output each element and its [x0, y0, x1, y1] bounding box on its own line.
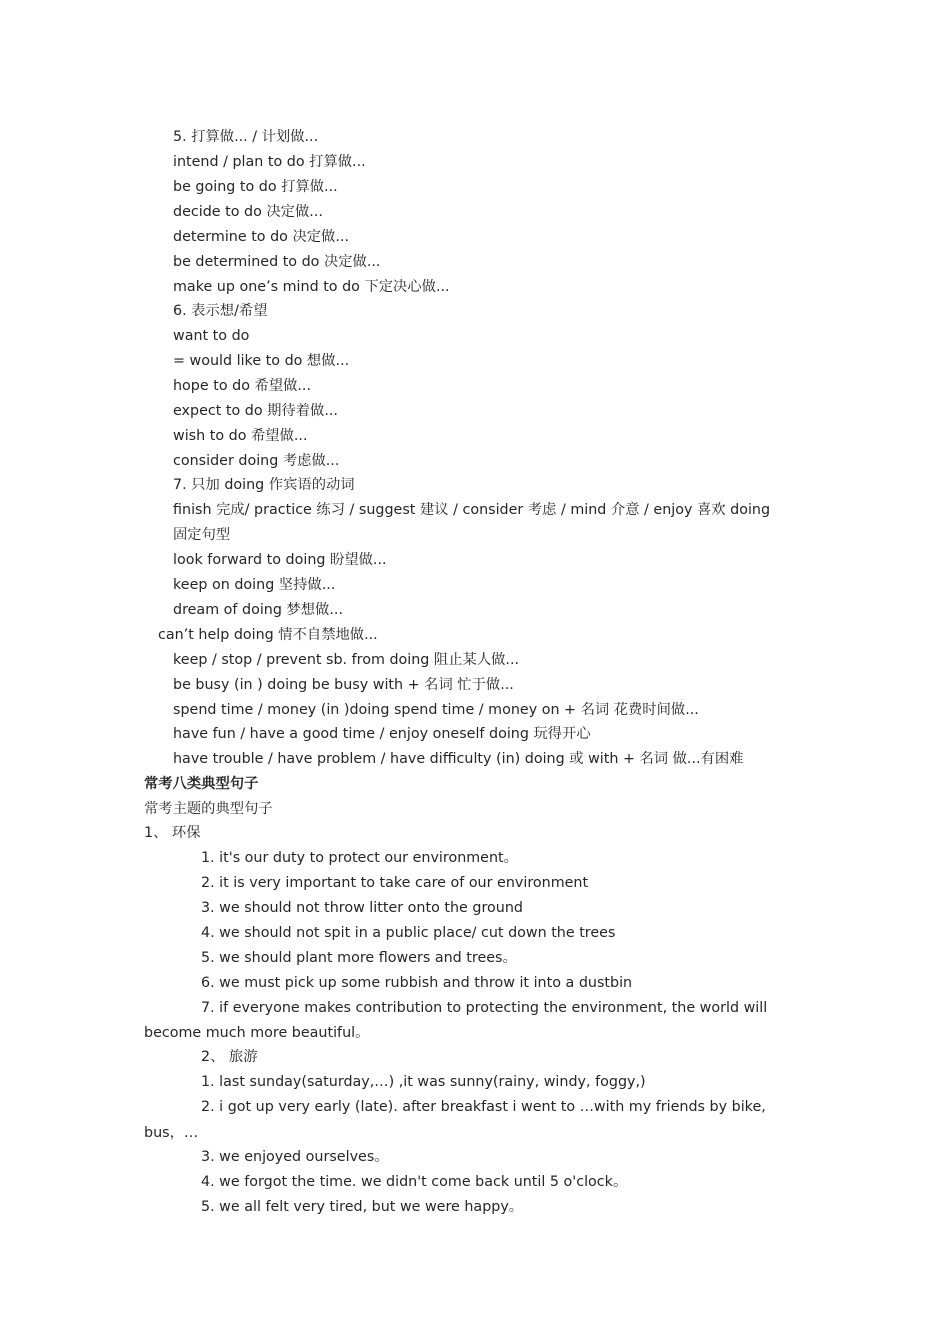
sentence-line: 5. we all felt very tired, but we were happy。 [201, 1199, 524, 1215]
topic-2-title: 2、 旅游 [201, 1049, 258, 1065]
sentence-line-continued: become much more beautiful。 [144, 1025, 370, 1041]
phrase-line: be going to do 打算做... [173, 179, 338, 195]
phrase-line: make up one’s mind to do 下定决心做... [173, 279, 450, 295]
phrase-line: keep / stop / prevent sb. from doing 阻止某人做... [173, 652, 520, 668]
sentence-line: 1. it's our duty to protect our environment。 [201, 850, 518, 866]
section-5-title: 5. 打算做... / 计划做... [173, 129, 319, 145]
phrase-line: keep on doing 坚持做... [173, 577, 336, 593]
sentence-line: 4. we should not spit in a public place/ cut down the trees [201, 925, 616, 941]
sentence-line: 7. if everyone makes contribution to protecting the environment, the world will [201, 1000, 768, 1016]
topic-1-title: 1、 环保 [144, 825, 201, 841]
phrase-line: be determined to do 决定做... [173, 254, 381, 270]
phrase-line: have trouble / have problem / have difficulty (in) doing 或 with + 名词 做...有困难 [173, 751, 744, 767]
fixed-pattern-label: 固定句型 [173, 527, 231, 543]
phrase-line: be busy (in ) doing be busy with + 名词 忙于做... [173, 677, 514, 693]
sentence-line: 4. we forgot the time. we didn't come back until 5 o'clock。 [201, 1174, 628, 1190]
sentence-line: 2. i got up very early (late). after breakfast i went to …with my friends by bike, [201, 1099, 766, 1115]
phrase-line: decide to do 决定做... [173, 204, 323, 220]
phrase-line: look forward to doing 盼望做... [173, 552, 387, 568]
phrase-line: = would like to do 想做... [173, 353, 350, 369]
sentence-line: 2. it is very important to take care of our environment [201, 875, 589, 891]
phrase-line: spend time / money (in )doing spend time / money on + 名词 花费时间做... [173, 702, 699, 718]
phrase-line: expect to do 期待着做... [173, 403, 338, 419]
phrase-line: want to do [173, 328, 250, 344]
sentence-line: 6. we must pick up some rubbish and throw it into a dustbin [201, 975, 633, 991]
sentence-line: 5. we should plant more flowers and trees。 [201, 950, 517, 966]
phrase-line: can’t help doing 情不自禁地做... [158, 627, 378, 643]
section-7-title: 7. 只加 doing 作宾语的动词 [173, 477, 355, 493]
sentence-line: 1. last sunday(saturday,…) ,it was sunny(rainy, windy, foggy,) [201, 1074, 646, 1090]
phrase-line: consider doing 考虑做... [173, 453, 340, 469]
phrase-line: have fun / have a good time / enjoy oneself doing 玩得开心 [173, 726, 591, 742]
section-6-title: 6. 表示想/希望 [173, 303, 268, 319]
sentence-line-continued: bus，… [144, 1125, 199, 1141]
phrase-line: hope to do 希望做... [173, 378, 312, 394]
sentence-line: 3. we enjoyed ourselves。 [201, 1149, 389, 1165]
subheading: 常考主题的典型句子 [144, 801, 273, 817]
phrase-line: dream of doing 梦想做... [173, 602, 343, 618]
phrase-line: finish 完成/ practice 练习 / suggest 建议 / consider 考虑 / mind 介意 / enjoy 喜欢 doing [173, 502, 771, 518]
phrase-line: determine to do 决定做... [173, 229, 349, 245]
phrase-line: intend / plan to do 打算做... [173, 154, 366, 170]
phrase-line: wish to do 希望做... [173, 428, 308, 444]
heading: 常考八类典型句子 [144, 776, 259, 792]
sentence-line: 3. we should not throw litter onto the ground [201, 900, 523, 916]
